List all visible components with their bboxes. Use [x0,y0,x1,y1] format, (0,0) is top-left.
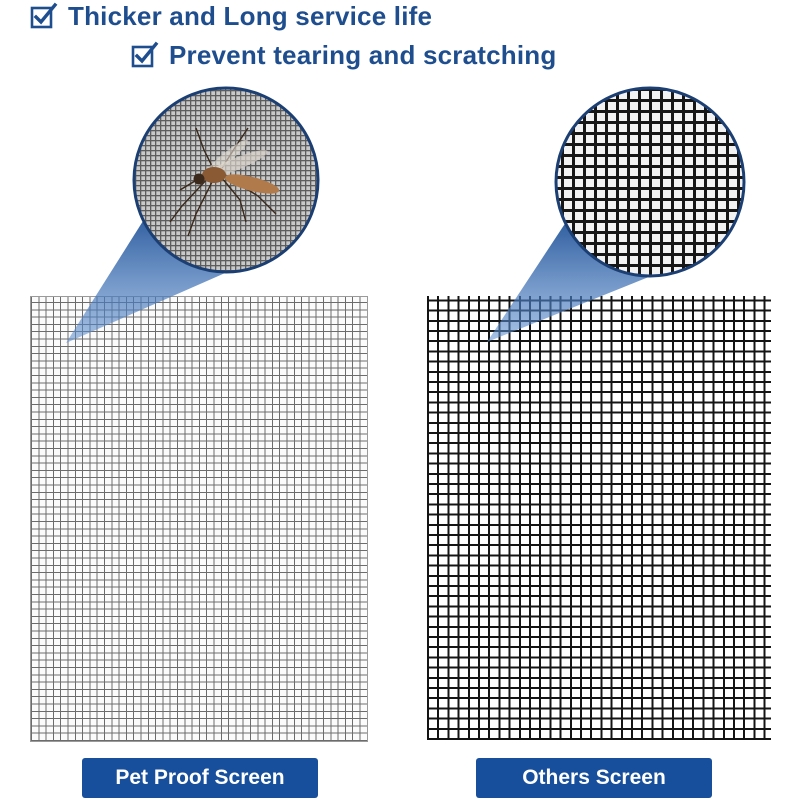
magnifier-circle-right [556,88,744,276]
magnifier-circle-left [134,88,318,272]
feature-prevent-tearing [131,38,556,72]
others-screen-label: Others Screen [476,758,712,798]
feature-text: Thicker and Long service life [68,0,433,31]
checkbox-checked-icon [30,2,58,30]
mosquito-icon [170,128,281,236]
feature-thicker [30,0,432,32]
pet-proof-mesh-image [30,296,368,742]
feature-text: Prevent tearing and scratching [169,39,557,70]
others-mesh-image [427,296,771,740]
pet-proof-screen-label: Pet Proof Screen [82,758,318,798]
checkbox-checked-icon [131,41,159,69]
